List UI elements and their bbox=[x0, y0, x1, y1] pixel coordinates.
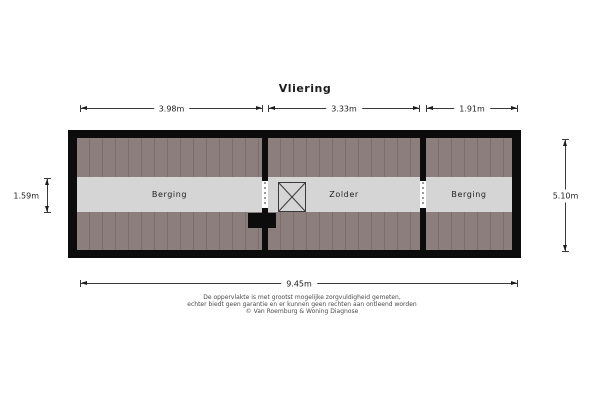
chimney-block bbox=[248, 213, 276, 228]
arrow-left-icon bbox=[81, 281, 87, 285]
dim-top-left bbox=[80, 104, 263, 113]
door-opening bbox=[262, 181, 268, 208]
room-label: Zolder bbox=[329, 190, 359, 199]
page-title: Vliering bbox=[278, 82, 332, 95]
dim-label: 3.33m bbox=[326, 104, 362, 113]
sloped-ceiling-area bbox=[77, 138, 262, 177]
loft-hatch-icon bbox=[278, 182, 306, 212]
arrow-down-icon bbox=[45, 206, 49, 212]
arrow-down-icon bbox=[563, 245, 567, 251]
dim-top-middle bbox=[268, 104, 420, 113]
arrow-right-icon bbox=[413, 106, 419, 110]
disclaimer-line: echter biedt geen garantie en er kunnen geen rechten aan ontleend worden bbox=[187, 301, 417, 308]
dim-tick bbox=[517, 105, 518, 112]
dim-right bbox=[552, 139, 579, 252]
arrow-left-icon bbox=[81, 106, 87, 110]
arrow-right-icon bbox=[511, 106, 517, 110]
dim-tick bbox=[419, 105, 420, 112]
dim-left bbox=[13, 178, 52, 213]
dim-tick bbox=[517, 280, 518, 287]
disclaimer bbox=[187, 294, 416, 315]
room-label: Berging bbox=[451, 190, 487, 199]
disclaimer-line: © Van Roemburg & Woning Diagnose bbox=[245, 308, 359, 315]
sloped-ceiling-area bbox=[426, 138, 512, 177]
sloped-ceiling-area bbox=[77, 212, 262, 250]
room-berging-right bbox=[426, 138, 512, 250]
floor-area bbox=[77, 177, 262, 212]
dim-tick bbox=[262, 105, 263, 112]
sloped-ceiling-area bbox=[426, 212, 512, 250]
room-label: Berging bbox=[151, 190, 188, 199]
dim-label: 1.91m bbox=[454, 104, 490, 113]
sloped-ceiling-area bbox=[268, 212, 420, 250]
dim-tick bbox=[44, 212, 51, 213]
arrow-right-icon bbox=[511, 281, 517, 285]
arrow-right-icon bbox=[256, 106, 262, 110]
disclaimer-line: De oppervlakte is met grootst mogelijke zorgvuldigheid gemeten, bbox=[203, 294, 401, 301]
door-dashes bbox=[264, 182, 266, 207]
room-berging-left bbox=[77, 138, 262, 250]
dim-bottom bbox=[80, 279, 518, 288]
arrow-up-icon bbox=[563, 140, 567, 146]
door-opening bbox=[420, 181, 426, 208]
dim-label: 9.45m bbox=[281, 279, 317, 288]
arrow-left-icon bbox=[427, 106, 433, 110]
dim-label: 5.10m bbox=[552, 191, 579, 200]
floor-plan bbox=[68, 130, 521, 258]
dim-top-right bbox=[426, 104, 518, 113]
dim-label: 3.98m bbox=[154, 104, 190, 113]
floor-area bbox=[426, 177, 512, 212]
sloped-ceiling-area bbox=[268, 138, 420, 177]
arrow-up-icon bbox=[45, 179, 49, 185]
dim-tick bbox=[562, 251, 569, 252]
door-dashes bbox=[422, 182, 424, 207]
dim-label: 1.59m bbox=[13, 191, 39, 200]
arrow-left-icon bbox=[269, 106, 275, 110]
